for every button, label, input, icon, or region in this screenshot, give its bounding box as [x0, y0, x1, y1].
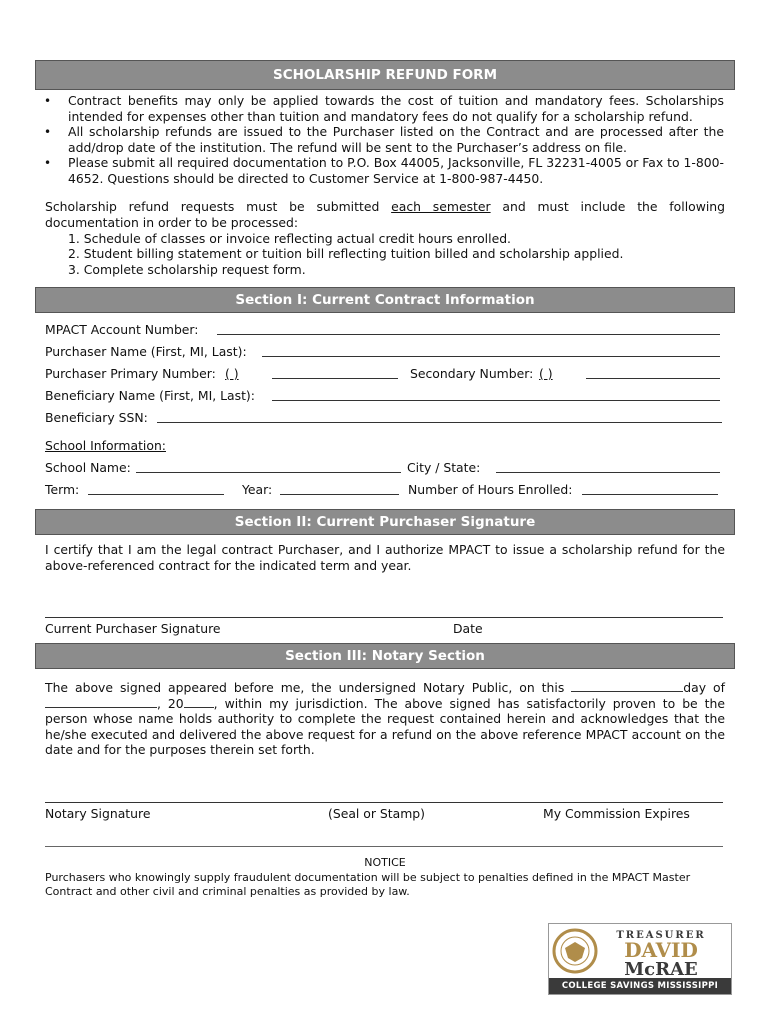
certification-text: I certify that I am the legal contract Purchaser, and I authorize MPACT to issue a scholarship refund for the above-referenced contract for the indicated term and year.	[45, 542, 725, 573]
notary-year-prefix: , 20	[157, 695, 184, 711]
purchaser-signature-label: Current Purchaser Signature	[45, 621, 221, 636]
treasurer-logo	[548, 923, 732, 995]
primary-number-label: Purchaser Primary Number:	[45, 366, 216, 381]
hours-enrolled-label: Number of Hours Enrolled:	[408, 482, 573, 497]
notary-statement-part-1: The above signed appeared before me, the undersigned Notary Public, on this	[45, 680, 565, 695]
term-field[interactable]	[88, 494, 224, 495]
requirement-item: 2. Student billing statement or tuition bill reflecting tuition billed and scholarship applied.	[68, 246, 624, 261]
form-title: SCHOLARSHIP REFUND FORM	[35, 60, 735, 90]
requirements-intro	[45, 199, 725, 230]
primary-area-code: ( )	[225, 366, 239, 381]
bullet-marker: •	[44, 125, 52, 139]
notary-signature-line[interactable]	[45, 802, 723, 803]
logo-name-1: DAVID	[624, 938, 698, 962]
logo-name-2: McRAE	[624, 959, 698, 978]
city-state-label: City / State:	[407, 460, 481, 475]
commission-expires-label: My Commission Expires	[543, 806, 690, 821]
purchaser-name-field[interactable]	[262, 356, 720, 357]
purchaser-signature-line[interactable]	[45, 617, 723, 618]
account-number-field[interactable]	[217, 334, 720, 335]
school-name-field[interactable]	[136, 472, 401, 473]
bullet-text-2: All scholarship refunds are issued to the Purchaser listed on the Contract and are processed after the add/drop date of the institution. The refund will be sent to the Purchaser’s address on file.	[68, 124, 724, 155]
seal-stamp-label: (Seal or Stamp)	[328, 806, 425, 821]
year-field[interactable]	[280, 494, 399, 495]
beneficiary-ssn-label: Beneficiary SSN:	[45, 410, 148, 425]
purchaser-name-label: Purchaser Name (First, MI, Last):	[45, 344, 247, 359]
notice-divider	[45, 846, 723, 847]
beneficiary-name-field[interactable]	[272, 400, 720, 401]
logo-graphic	[549, 924, 731, 978]
school-info-label: School Information:	[45, 438, 166, 453]
intro-text-underlined: each semester	[391, 199, 491, 214]
notary-day-field[interactable]	[571, 680, 683, 692]
secondary-number-label: Secondary Number:	[410, 366, 534, 381]
notary-statement-part-2: , within my jurisdiction. The above signed has satisfactorily proven to be the person whose name holds authority to complete the request contained herein and acknowledges that the he/she executed and delivered the above request for a refund on the above reference MPACT account on the date and for the purposes therein set forth.	[45, 695, 725, 758]
notary-month-field[interactable]	[45, 696, 157, 708]
notary-day-of: day of	[683, 680, 725, 695]
date-label: Date	[453, 621, 483, 636]
bullet-marker: •	[44, 94, 52, 108]
section-2-header: Section II: Current Purchaser Signature	[35, 509, 735, 535]
intro-text-after: and must include the following documentation in order to be processed:	[45, 199, 726, 230]
notary-signature-label: Notary Signature	[45, 806, 151, 821]
notice-heading: NOTICE	[364, 856, 406, 869]
beneficiary-ssn-field[interactable]	[157, 422, 722, 423]
section-3-header: Section III: Notary Section	[35, 643, 735, 669]
school-name-label: School Name:	[45, 460, 131, 475]
notary-year-field[interactable]	[184, 696, 214, 708]
year-label: Year:	[242, 482, 273, 497]
bullet-text-1: Contract benefits may only be applied towards the cost of tuition and mandatory fees. Scholarships intended for expenses other than tuition and mandatory fees do not qualify for a scholarship refund.	[68, 93, 724, 124]
account-number-label: MPACT Account Number:	[45, 322, 199, 337]
city-state-field[interactable]	[496, 472, 720, 473]
secondary-area-code: ( )	[539, 366, 553, 381]
section-1-header: Section I: Current Contract Information	[35, 287, 735, 313]
primary-number-field[interactable]	[272, 378, 398, 379]
bullet-marker: •	[44, 156, 52, 170]
logo-banner: COLLEGE SAVINGS MISSISSIPPI	[549, 978, 731, 994]
logo-top: TREASURER	[616, 930, 706, 941]
beneficiary-name-label: Beneficiary Name (First, MI, Last):	[45, 388, 255, 403]
intro-text-before: Scholarship refund requests must be submitted	[45, 199, 392, 214]
term-label: Term:	[45, 482, 80, 497]
notary-statement	[45, 680, 725, 758]
secondary-number-field[interactable]	[586, 378, 720, 379]
bullet-text-3: Please submit all required documentation to P.O. Box 44005, Jacksonville, FL 32231-4005 or Fax to 1-800-4652. Questions should be directed to Customer Service at 1-800-987-4450.	[68, 155, 724, 186]
requirement-item: 3. Complete scholarship request form.	[68, 262, 306, 277]
hours-enrolled-field[interactable]	[582, 494, 718, 495]
notice-text: Purchasers who knowingly supply fraudulent documentation will be subject to penalties defined in the MPACT Master Contract and other civil and criminal penalties as provided by law.	[45, 871, 691, 898]
requirement-item: 1. Schedule of classes or invoice reflecting actual credit hours enrolled.	[68, 231, 511, 246]
